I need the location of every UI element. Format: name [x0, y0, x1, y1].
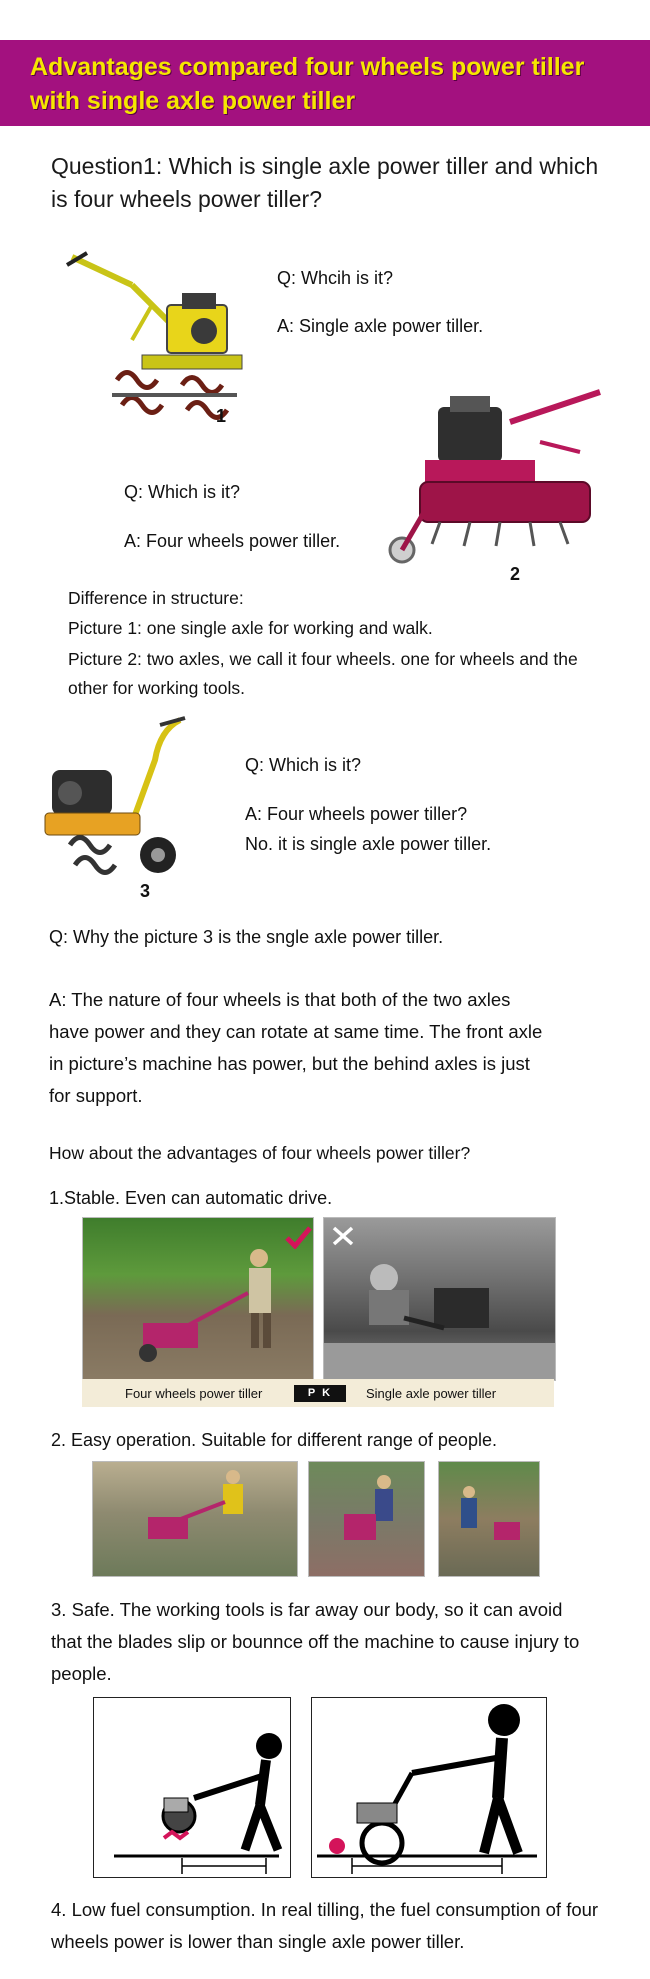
- single-axle-caption: Single axle power tiller: [366, 1386, 497, 1401]
- structure-heading: Difference in structure:: [68, 588, 244, 608]
- small-tiller-image: [40, 715, 190, 885]
- single-axle-safety-diagram: [93, 1697, 291, 1878]
- picture-1-question: Q: Whcih is it?: [277, 268, 394, 288]
- four-wheels-caption: Four wheels power tiller: [125, 1386, 263, 1401]
- operation-photo-3: [438, 1461, 540, 1577]
- advantage-1-title: 1.Stable. Even can automatic drive.: [49, 1188, 333, 1208]
- picture-3-answer-2: No. it is single axle power tiller.: [245, 834, 492, 854]
- cross-icon: [330, 1224, 356, 1248]
- picture-3-number: 3: [140, 881, 151, 901]
- pk-badge: P K: [294, 1385, 346, 1402]
- single-axle-tiller-image: [62, 245, 252, 430]
- page-title: Advantages compared four wheels power tiller with single axle power tiller: [30, 53, 585, 115]
- operation-photo-1: [92, 1461, 298, 1577]
- picture-1-number: 1: [216, 406, 227, 426]
- picture-2-number: 2: [510, 564, 521, 584]
- structure-line-1: Picture 1: one single axle for working and walk.: [68, 618, 433, 638]
- structure-line-2: Picture 2: two axles, we call it four wheels. one for wheels and the other for working tools.: [68, 649, 578, 698]
- advantage-3-title: 3. Safe. The working tools is far away our body, so it can avoid that the blades slip or bounnce off the machine to cause injury to people.: [51, 1599, 580, 1684]
- why-answer: A: The nature of four wheels is that both of the two axles have power and they can rotate at same time. The front axle in picture’s machine has power, but the behind axles is just for support.: [49, 989, 543, 1106]
- picture-1-answer: A: Single axle power tiller.: [277, 316, 484, 336]
- picture-2-answer: A: Four wheels power tiller.: [124, 531, 341, 551]
- single-axle-field-photo: [323, 1217, 556, 1381]
- check-icon: [284, 1225, 312, 1249]
- picture-2-question: Q: Which is it?: [124, 482, 241, 502]
- why-question: Q: Why the picture 3 is the sngle axle power tiller.: [49, 927, 444, 947]
- advantage-4-title: 4. Low fuel consumption. In real tilling, the fuel consumption of four wheels power is lower than single axle power tiller.: [51, 1899, 599, 1952]
- four-wheels-safety-diagram: [311, 1697, 547, 1878]
- picture-3-question: Q: Which is it?: [245, 755, 362, 775]
- four-wheels-tiller-image: [380, 382, 605, 582]
- picture-3-answer-1: A: Four wheels power tiller?: [245, 804, 468, 824]
- question-1: Question1: Which is single axle power tiller and which is four wheels power tiller?: [51, 153, 599, 212]
- four-wheels-field-photo: [82, 1217, 314, 1381]
- advantages-question: How about the advantages of four wheels power tiller?: [49, 1143, 471, 1163]
- advantage-2-title: 2. Easy operation. Suitable for different range of people.: [51, 1430, 497, 1450]
- operation-photo-2: [308, 1461, 425, 1577]
